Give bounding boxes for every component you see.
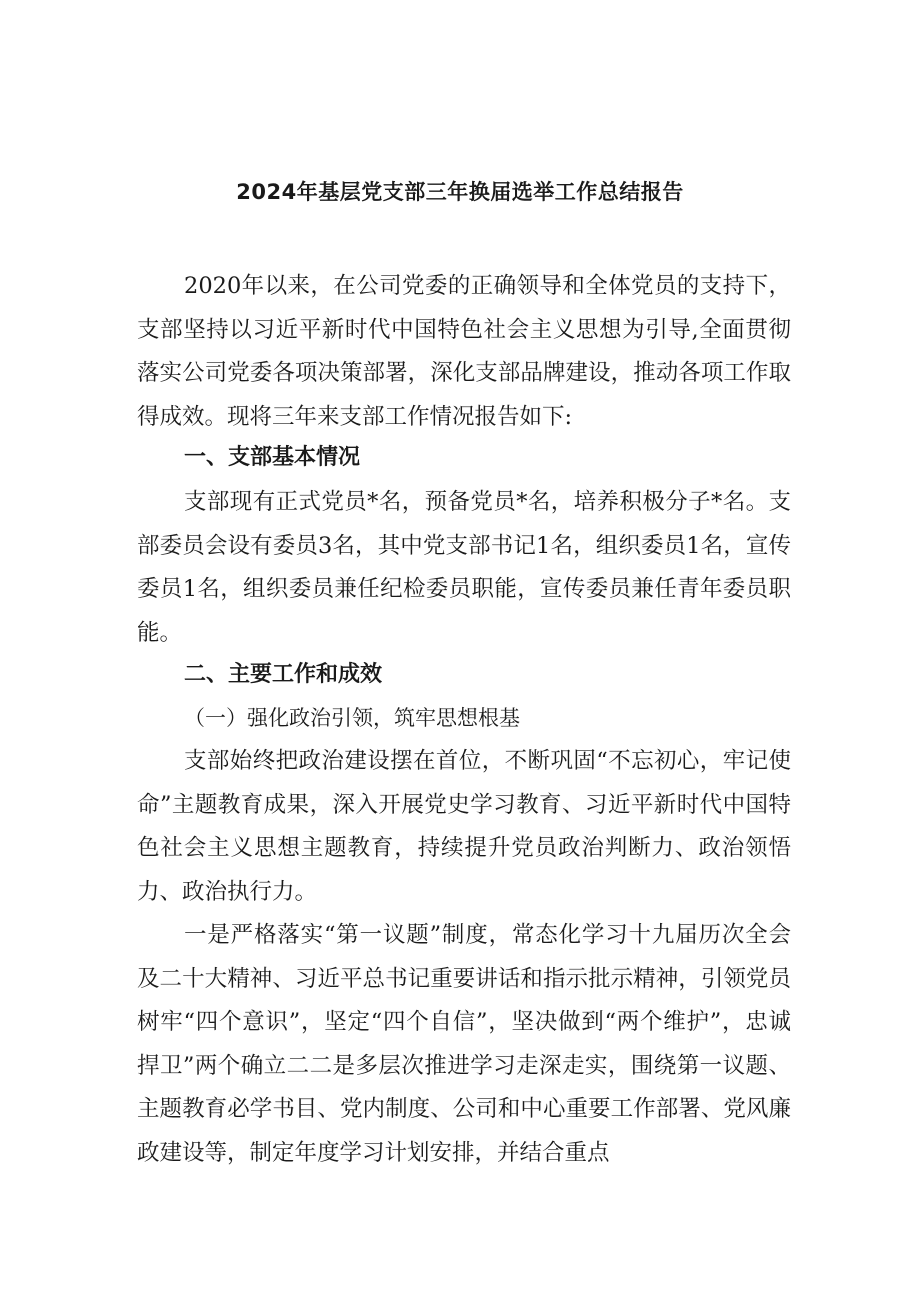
- section-2-subheading-1: （一）强化政治引领，筑牢思想根基: [184, 706, 520, 730]
- section-1-paragraph-block: [137, 481, 791, 655]
- section-2-paragraph-2-block: [137, 914, 791, 1176]
- section-2-paragraph-2: 一是严格落实“第一议题”制度，常态化学习十九届历次全会及二十大精神、习近平总书记重要讲话和指示批示精神，引领党员树牢“四个意识”，坚定“四个自信”，坚决做到“两个维护”，忠诚捍卫”两个确立二二是多层次推进学习走深走实，围绕第一议题、主题教育必学书目、党内制度、公司和中心重要工作部署、党风廉政建设等，制定年度学习计划安排，并结合重点: [137, 922, 791, 1166]
- section-1-heading: 一、支部基本情况: [184, 445, 361, 470]
- section-2-paragraph-1: 支部始终把政治建设摆在首位，不断巩固“不忘初心，牢记使命”主题教育成果，深入开展党史学习教育、习近平新时代中国特色社会主义思想主题教育，持续提升党员政治判断力、政治领悟力、政治执行力。: [137, 748, 791, 905]
- section-1-paragraph: 支部现有正式党员*名，预备党员*名，培养积极分子*名。支部委员会设有委员3名，其中党支部书记1名，组织委员1名，宣传委员1名，组织委员兼任纪检委员职能，宣传委员兼任青年委员职能。: [137, 489, 791, 646]
- section-2-paragraph-1-block: [137, 740, 791, 914]
- intro-paragraph: 2020年以来，在公司党委的正确领导和全体党员的支持下，支部坚持以习近平新时代中国特色社会主义思想为引导,全面贯彻落实公司党委各项决策部署，深化支部品牌建设，推动各项工作取得成效。现将三年来支部工作情况报告如下:: [137, 273, 791, 430]
- intro-paragraph-block: [137, 265, 791, 439]
- section-2-heading: 二、主要工作和成效: [184, 662, 383, 687]
- document-title: 2024年基层党支部三年换届选举工作总结报告: [236, 180, 684, 204]
